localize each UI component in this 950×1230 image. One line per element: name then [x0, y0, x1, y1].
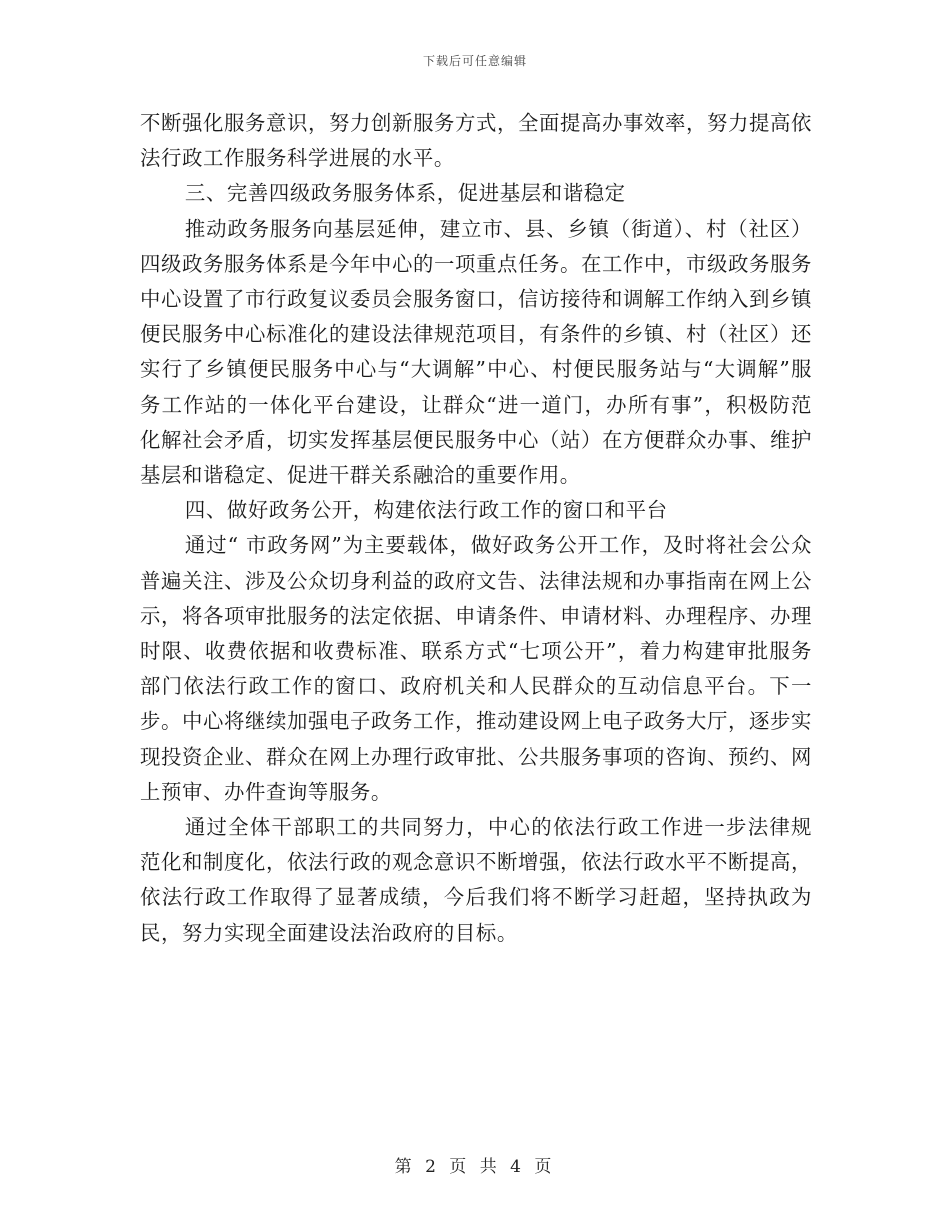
page-number-footer: 第 2 页 共 4 页	[394, 1157, 556, 1177]
paragraph: 推动政务服务向基层延伸，建立市、县、乡镇（街道）、村（社区）四级政务服务体系是今年中心的一项重点任务。在工作中，市级政务服务中心设置了市行政复议委员会服务窗口，信访接待和调解工作纳入到乡镇便民服务中心标准化的建设法律规范项目，有条件的乡镇、村（社区）还实行了乡镇便民服务中心与“大调解”中心、村便民服务站与“大调解”服务工作站的一体化平台建设，让群众“进一道门，办所有事”，积极防范化解社会矛盾，切实发挥基层便民服务中心（站）在方便群众办事、维护基层和谐稳定、促进干群关系融洽的重要作用。	[140, 216, 812, 488]
page-header: 下载后可任意编辑	[422, 54, 527, 68]
paragraph-conclusion: 通过全体干部职工的共同努力，中心的依法行政工作进一步法律规范化和制度化，依法行政的观念意识不断增强，依法行政水平不断提高，依法行政工作取得了显著成绩，今后我们将不断学习赶超，坚持执政为民，努力实现全面建设法治政府的目标。	[140, 815, 812, 945]
paragraph: 通过“ 市政务网”为主要载体，做好政务公开工作，及时将社会公众普遍关注、涉及公众切身利益的政府文告、法律法规和办事指南在网上公示，将各项审批服务的法定依据、申请条件、申请材料、办理程序、办理时限、收费依据和收费标准、联系方式“七项公开”，着力构建审批服务部门依法行政工作的窗口、政府机关和人民群众的互动信息平台。下一步。中心将继续加强电子政务工作，推动建设网上电子政务大厅，逐步实现投资企业、群众在网上办理行政审批、公共服务事项的咨询、预约、网上预审、办件查询等服务。	[140, 533, 812, 804]
section-heading-3: 三、完善四级政务服务体系，促进基层和谐稳定	[184, 181, 626, 206]
paragraph-continuation: 不断强化服务意识，努力创新服务方式，全面提高办事效率，努力提高依法行政工作服务科学进展的水平。	[140, 111, 812, 171]
section-heading-4: 四、做好政务公开，构建依法行政工作的窗口和平台	[184, 498, 668, 523]
document-body	[140, 106, 812, 951]
